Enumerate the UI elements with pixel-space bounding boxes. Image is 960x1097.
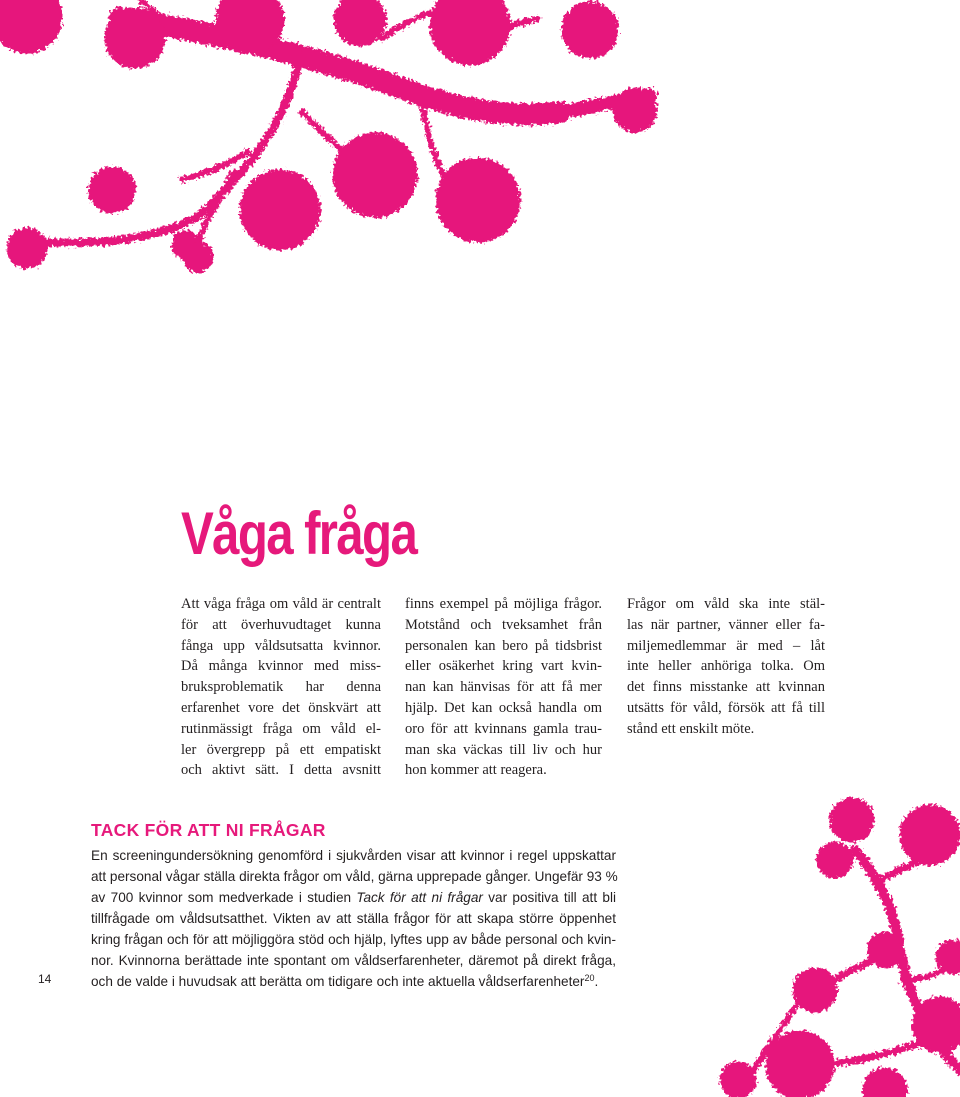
text-line: eller osäkerhet kring vart kvin- [405, 658, 602, 675]
text-line: erfarenhet vore det önskvärt att [181, 699, 381, 716]
box-body [91, 845, 616, 992]
text-line: inte heller anhöriga tolka. Om [627, 658, 825, 675]
text-line: stånd ett enskilt möte. [627, 720, 755, 737]
footnote-ref[interactable]: 20 [584, 973, 595, 983]
page-number: 14 [38, 972, 52, 986]
text-line: miljemedlemmar är med – låt [627, 637, 825, 654]
text-line: finns exempel på möjliga frågor. [405, 596, 602, 612]
text-line: man ska väckas till liv och hur [405, 741, 602, 758]
text-line: utsätts för våld, försök att få till [627, 699, 825, 716]
text-line: Motstånd och tveksamhet från [405, 616, 602, 633]
top-branch [0, 0, 657, 272]
text-line: ler övergrepp på ett empatiskt [181, 741, 381, 758]
text-line: Då många kvinnor med miss- [181, 658, 381, 675]
text-line: las när partner, vänner eller fa- [627, 616, 825, 633]
box-line: tillfrågade om våldsutsatthet. Vikten av att ställa frågor för att skapa större öppenhet [91, 911, 616, 926]
text-line: oro för att kvinnans gamla trau- [405, 720, 602, 737]
text-line: det finns misstanke att kvinnan [627, 679, 825, 696]
box-line-part: . [594, 974, 599, 989]
box-line [91, 887, 616, 908]
text-column-1 [181, 594, 381, 781]
box-line: En screeningundersökning genomförd i sjukvården visar att kvinnor i regel uppskattar [91, 848, 616, 863]
text-line: för att överhuvudtaget kunna [181, 616, 381, 633]
bottom-branch [720, 798, 960, 1097]
text-line: Att våga fråga om våld är centralt [181, 596, 381, 612]
text-line: bruksproblematik har denna [181, 679, 381, 696]
page-title: Våga fråga [181, 500, 417, 567]
box-line-part: och de valde i huvudsak att berätta om tidigare och inte aktuella våldserfarenheter [91, 974, 585, 989]
text-line: hjälp. Det kan också handla om [405, 699, 602, 716]
box-line-part: av 700 kvinnor som medverkade i studien [91, 890, 357, 905]
box-line: kring frågan och för att möjliggöra stöd och hjälp, lyftes upp av både personal och kvin- [91, 932, 616, 947]
text-line: rutinmässigt fråga om våld el- [181, 720, 381, 737]
box-line: att personal vågar ställa direkta frågor om våld, gärna upprepade gånger. Ungefär 93 % [91, 869, 618, 884]
text-line: personalen kan bero på tidsbrist [405, 637, 602, 654]
text-line: hon kommer att reagera. [405, 762, 547, 779]
text-line: och aktivt sätt. I detta avsnitt [181, 762, 381, 779]
box-line: nor. Kvinnorna berättade inte spontant om våldserfarenheter, däremot på direkt fråga, [91, 953, 616, 968]
study-title: Tack för att ni frågar [356, 890, 483, 905]
text-line: nan kan hänvisas för att få mer [405, 679, 602, 696]
text-line: Frågor om våld ska inte stäl- [627, 596, 825, 612]
text-column-2 [405, 594, 602, 781]
box-line [91, 971, 616, 992]
box-line-part: var positiva till att bli [482, 890, 617, 905]
box-heading: TACK FÖR ATT NI FRÅGAR [91, 820, 326, 840]
text-line: fånga upp våldsutsatta kvinnor. [181, 637, 381, 654]
text-column-3 [627, 594, 825, 740]
